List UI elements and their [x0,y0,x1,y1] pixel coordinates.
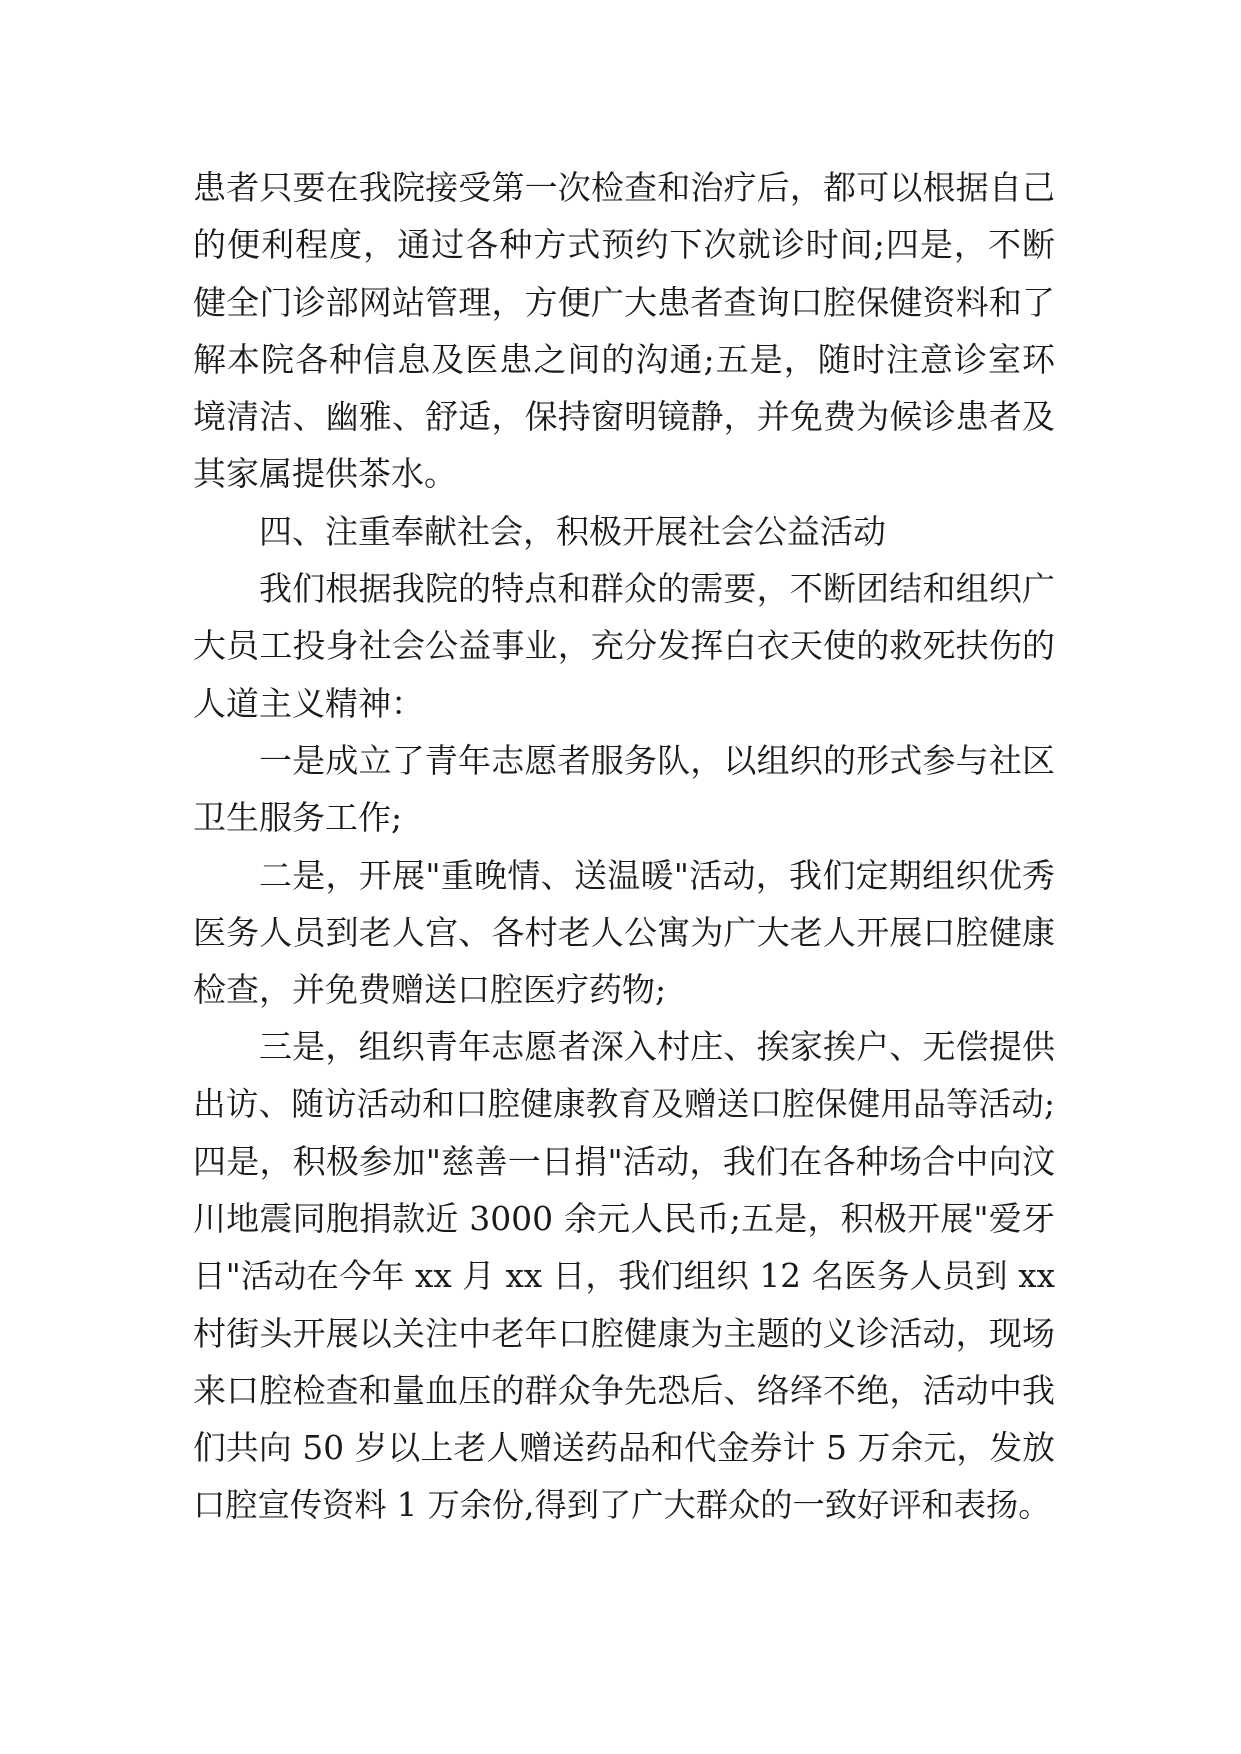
text-line: 卫生服务工作; [193,798,403,838]
text-line: 健全门诊部网站管理，方便广大患者查询口腔保健资料和了 [193,282,1055,322]
text-line: 医务人员到老人宫、各村老人公寓为广大老人开展口腔健康 [193,912,1055,952]
text-line: 我们根据我院的特点和群众的需要，不断团结和组织广 [259,569,1055,609]
text-line: 三是，组织青年志愿者深入村庄、挨家挨户、无偿提供 [259,1027,1055,1067]
text-line: 四、注重奉献社会，积极开展社会公益活动 [259,511,886,551]
text-line: 二是，开展"重晚情、送温暖"活动，我们定期组织优秀 [259,855,1055,895]
text-line: 们共向 50 岁以上老人赠送药品和代金券计 5 万余元，发放 [193,1428,1055,1467]
text-line: 解本院各种信息及医患之间的沟通;五是，随时注意诊室环 [193,339,1055,379]
text-line: 人道主义精神： [193,683,424,723]
text-line: 村街头开展以关注中老年口腔健康为主题的义诊活动，现场 [193,1313,1055,1353]
text-line: 四是，积极参加"慈善一日捐"活动，我们在各种场合中向汶 [193,1142,1055,1182]
text-line: 患者只要在我院接受第一次检查和治疗后，都可以根据自己 [193,168,1055,207]
text-line: 日"活动在今年 xx 月 xx 日，我们组织 12 名医务人员到 xx [193,1256,1055,1295]
text-line: 川地震同胞捐款近 3000 余元人民币;五是，积极开展"爱牙 [193,1199,1055,1239]
text-line: 境清洁、幽雅、舒适，保持窗明镜静，并免费为候诊患者及 [193,397,1055,437]
text-line: 来口腔检查和量血压的群众争先恐后、络绎不绝，活动中我 [193,1371,1055,1411]
text-line: 一是成立了青年志愿者服务队，以组织的形式参与社区 [259,740,1055,780]
text-line: 的便利程度，通过各种方式预约下次就诊时间;四是，不断 [193,225,1055,265]
text-line: 口腔宣传资料 1 万余份,得到了广大群众的一致好评和表扬。 [193,1485,1051,1524]
text-line: 检查，并免费赠送口腔医疗药物; [193,970,667,1010]
text-line: 其家属提供茶水。 [193,454,457,494]
body-text [193,159,1055,1534]
text-line: 出访、随访活动和口腔健康教育及赠送口腔保健用品等活动; [193,1084,1055,1123]
text-line: 大员工投身社会公益事业，充分发挥白衣天使的救死扶伤的 [193,626,1055,666]
